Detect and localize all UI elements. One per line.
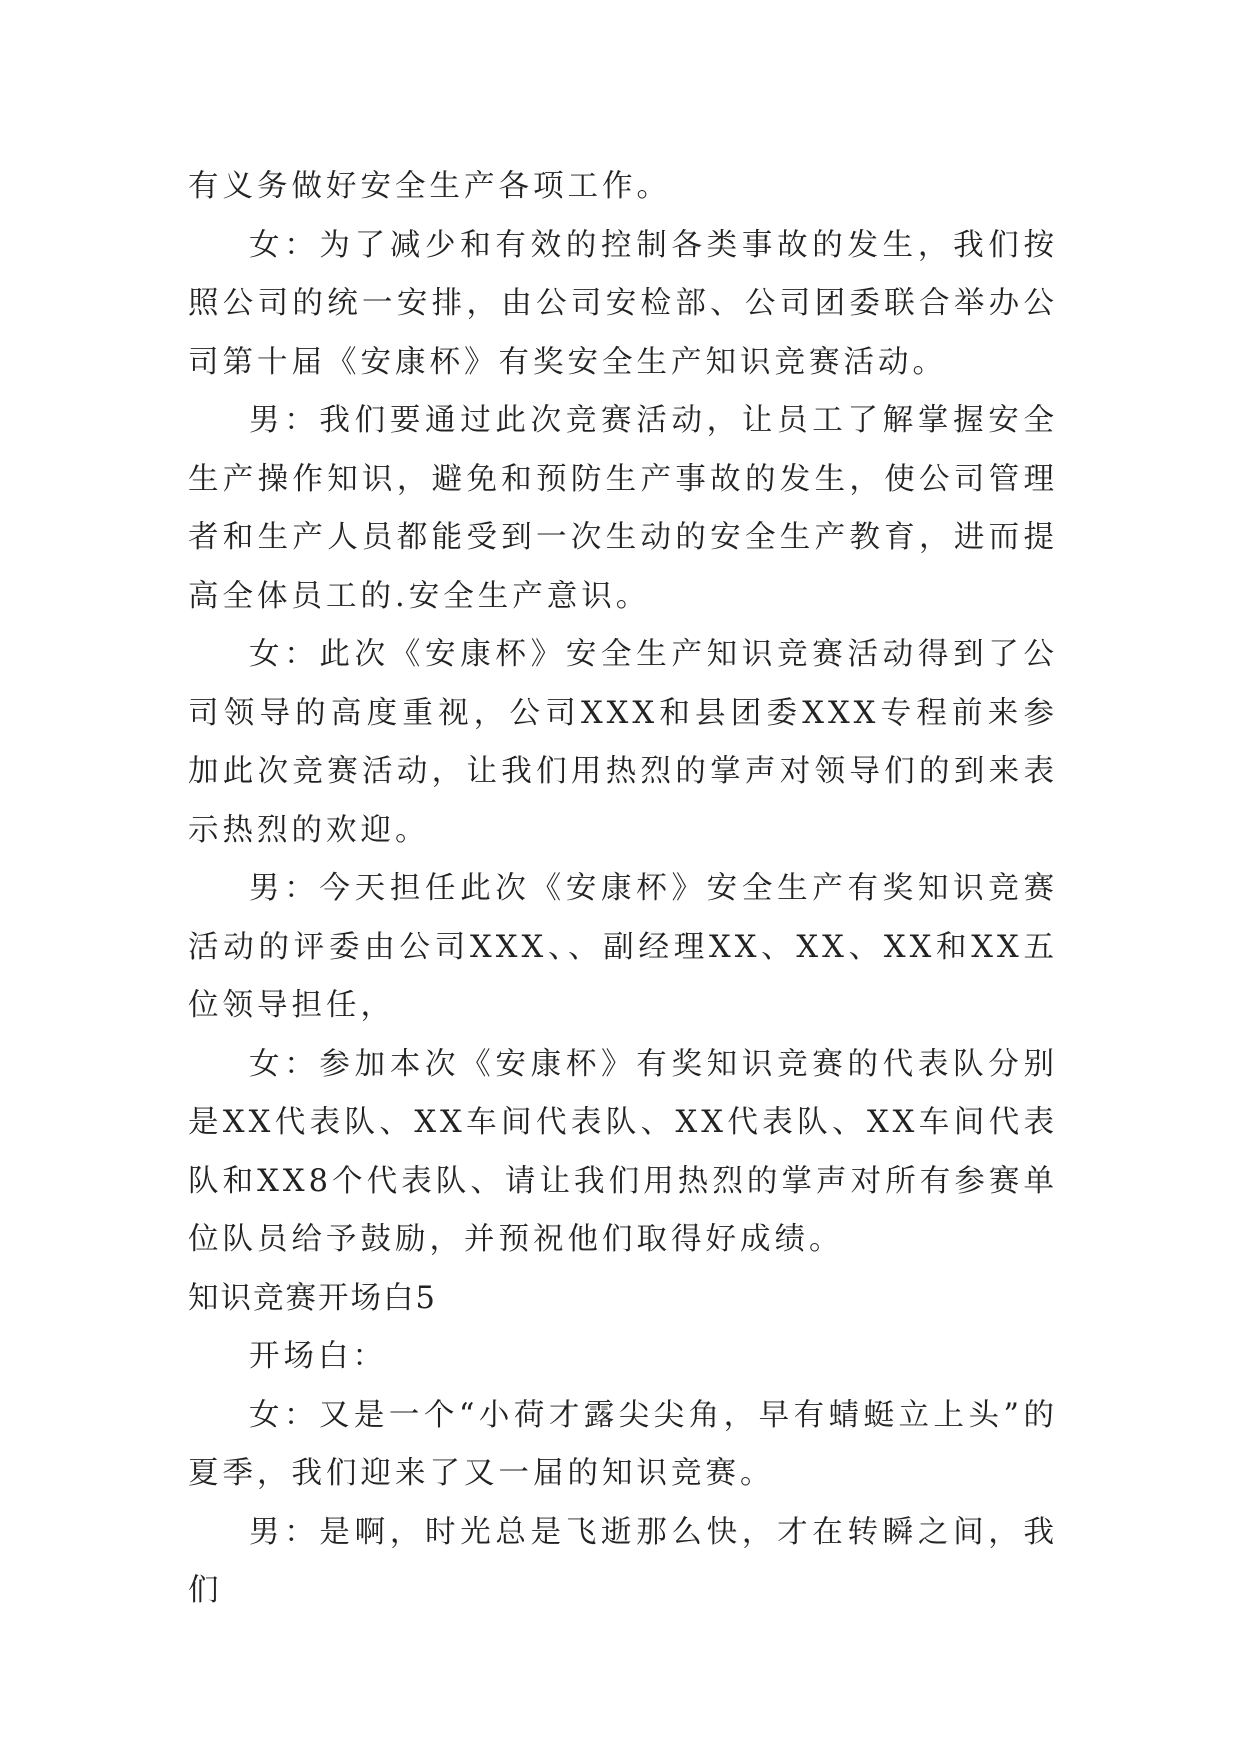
paragraph: 男：我们要通过此次竞赛活动，让员工了解掌握安全生产操作知识，避免和预防生产事故的发生，使公司管理者和生产人员都能受到一次生动的安全生产教育，进而提高全体员工的.安全生产意识。	[188, 403, 1058, 614]
paragraph: 女：参加本次《安康杯》有奖知识竞赛的代表队分别是XX代表队、XX车间代表队、XX代表队、XX车间代表队和XX8个代表队、请让我们用热烈的掌声对所有参赛单位队员给予鼓励，并预祝他们取得好成绩。	[188, 1046, 1058, 1257]
paragraph: 男：是啊，时光总是飞逝那么快，才在转瞬之间，我们	[188, 1514, 1058, 1608]
paragraph: 男：今天担任此次《安康杯》安全生产有奖知识竞赛活动的评委由公司XXX、、副经理XX、XX、XX和XX五位领导担任，	[188, 871, 1058, 1023]
document-body	[188, 158, 1058, 1621]
paragraph: 开场白：	[249, 1339, 387, 1374]
paragraph: 女：此次《安康杯》安全生产知识竞赛活动得到了公司领导的高度重视，公司XXX和县团委XXX专程前来参加此次竞赛活动，让我们用热烈的掌声对领导们的到来表示热烈的欢迎。	[188, 637, 1058, 848]
paragraph: 有义务做好安全生产各项工作。	[188, 169, 671, 204]
paragraph: 女：又是一个“小荷才露尖尖角，早有蜻蜓立上头”的夏季，我们迎来了又一届的知识竞赛。	[188, 1397, 1058, 1491]
paragraph: 女：为了减少和有效的控制各类事故的发生，我们按照公司的统一安排，由公司安检部、公司团委联合举办公司第十届《安康杯》有奖安全生产知识竞赛活动。	[188, 227, 1058, 380]
section-heading: 知识竞赛开场白5	[188, 1280, 437, 1316]
